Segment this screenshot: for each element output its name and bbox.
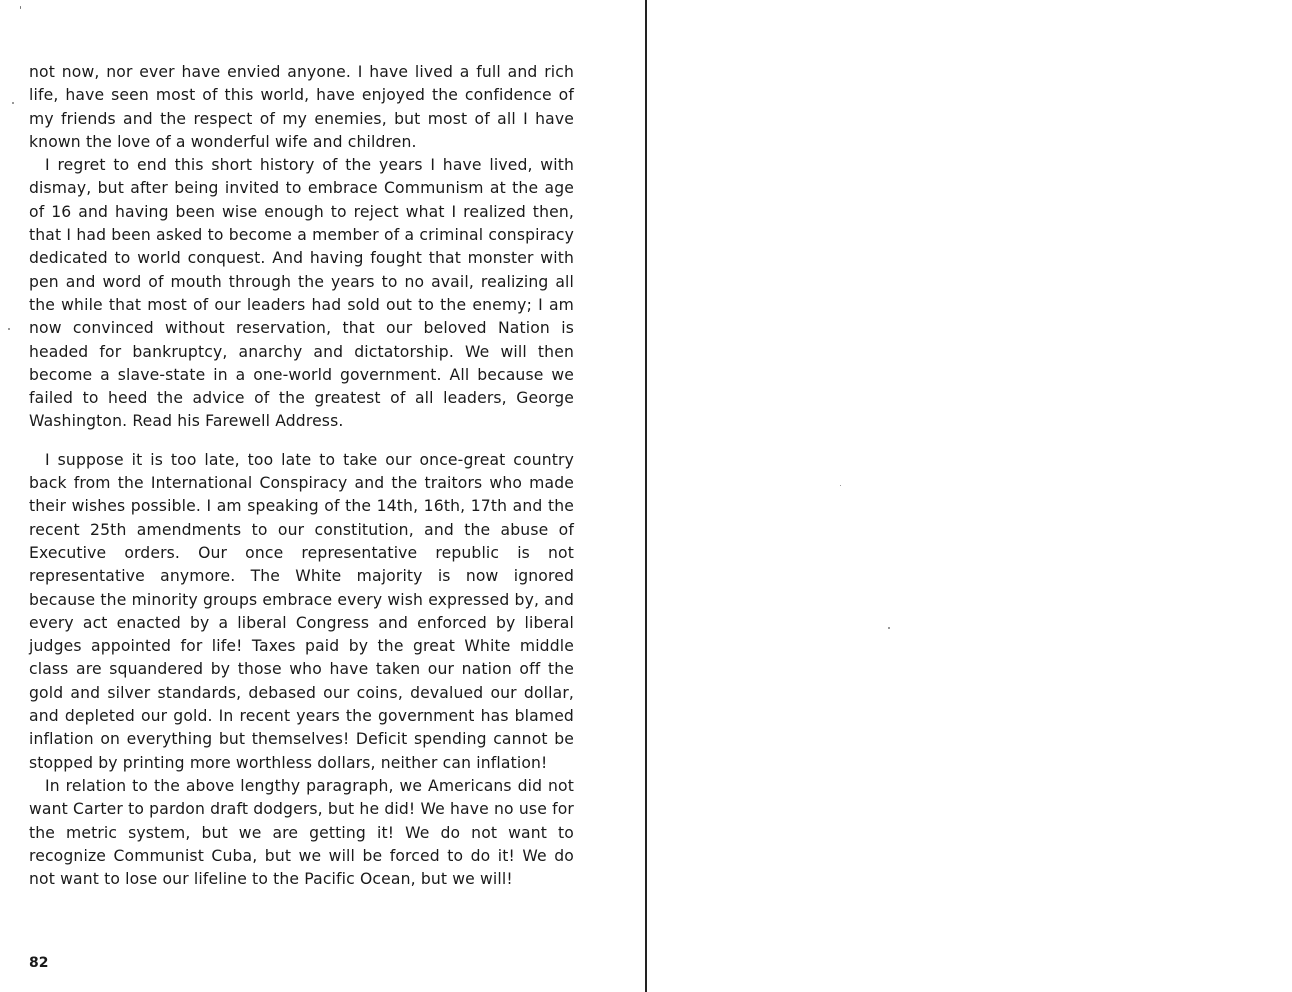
right-page-blank bbox=[648, 0, 1292, 992]
paragraph-2: I regret to end this short history of the years I have lived, with dismay, but after being invited to embrace Communism at the age of 16 and having been wise enough to reject what I realized then, that I had been asked to become a member of a criminal conspiracy dedicated to world conquest. And having fought that monster with pen and word of mouth through the years to no avail, realizing all the while that most of our leaders had sold out to the enemy; I am now convinced without reservation, that our beloved Nation is headed for bankruptcy, anarchy and dictatorship. We will then become a slave-state in a one-world government. All because we failed to heed the advice of the greatest of all leaders, George Washington. Read his Farewell Address. bbox=[29, 156, 574, 431]
page-number: 82 bbox=[29, 955, 49, 971]
scan-speck bbox=[12, 102, 14, 104]
scan-speck bbox=[8, 328, 10, 330]
scan-speck bbox=[888, 627, 890, 629]
paragraph-4: In relation to the above lengthy paragraph, we Americans did not want Carter to pardon draft dodgers, but he did! We have no use for the metric system, but we are getting it! We do not want to recognize Communist Cuba, but we will be forced to do it! We do not want to lose our lifeline to the Pacific Ocean, but we will! bbox=[29, 776, 574, 889]
paragraph-3: I suppose it is too late, too late to take our once-great country back from the International Conspiracy and the traitors who made their wishes possible. I am speaking of the 14th, 16th, 17th and the recent 25th amendments to our constitution, and the abuse of Executive orders. Our once representative republic is not representative anymore. The White majority is now ignored because the minority groups embrace every wish expressed by, and every act enacted by a liberal Congress and enforced by liberal judges appointed for life! Taxes paid by the great White middle class are squandered by those who have taken our nation off the gold and silver standards, debased our coins, devalued our dollar, and depleted our gold. In recent years the government has blamed inflation on everything but themselves! Deficit spending cannot be stopped by printing more worthless dollars, neither can inflation! bbox=[29, 450, 574, 772]
paragraph-1: not now, nor ever have envied anyone. I have lived a full and rich life, have seen most of this world, have enjoyed the confidence of my friends and the respect of my enemies, but most of all I have known the love of a wonderful wife and children. bbox=[29, 63, 574, 151]
scan-speck bbox=[840, 485, 841, 486]
body-text bbox=[29, 61, 574, 891]
page-gutter bbox=[645, 0, 647, 992]
scan-speck bbox=[20, 6, 21, 9]
